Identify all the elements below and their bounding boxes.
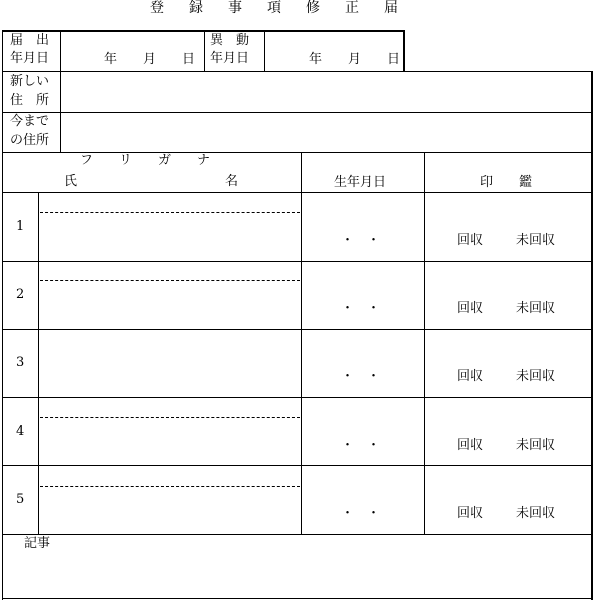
seal-not-collected-option[interactable]: 未回収 [516, 233, 556, 248]
seal-not-collected-option[interactable]: 未回収 [516, 301, 556, 316]
name-field[interactable] [40, 194, 300, 260]
header-right-border [403, 30, 405, 71]
old-address-label: の住所 [10, 133, 50, 148]
name-field[interactable] [40, 467, 300, 533]
header-divider-2 [264, 30, 265, 71]
form-left-border [2, 30, 3, 600]
seal-collected-option[interactable]: 回収 [457, 506, 484, 521]
row-number: 5 [16, 492, 25, 507]
column-divider-seal [424, 152, 425, 534]
title-char: 録 [189, 0, 203, 16]
seal-not-collected-option[interactable]: 未回収 [516, 369, 556, 384]
title-char: 修 [306, 0, 320, 16]
table-header-bottom [2, 192, 592, 193]
filing-date-label: 届 出 [10, 33, 50, 48]
title-char: 項 [267, 0, 281, 16]
row-divider [2, 329, 592, 330]
form-title [150, 0, 423, 17]
birthdate-field[interactable]: ・ ・ [341, 301, 381, 316]
title-char: 登 [150, 0, 164, 16]
seal-not-collected-option[interactable]: 未回収 [516, 438, 556, 453]
birthdate-field[interactable]: ・ ・ [341, 506, 381, 521]
header-top-border [2, 30, 404, 32]
birthdate-header: 生年月日 [334, 175, 387, 190]
seal-collected-option[interactable]: 回収 [457, 369, 484, 384]
change-date-field[interactable]: 年 月 日 [309, 52, 401, 67]
seal-not-collected-option[interactable]: 未回収 [516, 506, 556, 521]
name-header-left: 氏 [64, 174, 78, 189]
column-divider-number [38, 192, 39, 534]
furigana-header: フ リ ガ ナ [80, 153, 211, 168]
table-bottom-border [2, 534, 592, 535]
row-divider [2, 261, 592, 262]
row-number: 4 [16, 424, 25, 439]
new-address-field[interactable] [62, 73, 590, 111]
address-divider [2, 112, 592, 113]
name-field[interactable] [40, 331, 300, 396]
form-bottom-border [2, 598, 592, 599]
birthdate-field[interactable]: ・ ・ [341, 369, 381, 384]
row-divider [2, 397, 592, 398]
filing-date-field[interactable]: 年 月 日 [104, 52, 196, 67]
seal-collected-option[interactable]: 回収 [457, 233, 484, 248]
label-column-divider [60, 30, 61, 153]
change-date-label: 年月日 [210, 51, 250, 66]
notes-label: 記事 [24, 536, 51, 551]
header-divider-1 [204, 30, 205, 71]
name-field[interactable] [40, 399, 300, 464]
row-divider [2, 465, 592, 466]
seal-collected-option[interactable]: 回収 [457, 301, 484, 316]
new-address-label: 新しい [10, 74, 50, 89]
title-char: 正 [345, 0, 359, 16]
header-bottom-border [2, 71, 592, 72]
column-divider-birthdate [301, 152, 302, 534]
notes-field[interactable] [4, 554, 589, 598]
title-char: 届 [384, 0, 398, 16]
birthdate-field[interactable]: ・ ・ [341, 438, 381, 453]
name-field[interactable] [40, 263, 300, 328]
title-char: 事 [228, 0, 242, 16]
change-date-label: 異 動 [210, 33, 250, 48]
seal-collected-option[interactable]: 回収 [457, 438, 484, 453]
filing-date-label: 年月日 [10, 51, 50, 66]
name-header-right: 名 [225, 174, 239, 189]
new-address-label: 住 所 [10, 93, 50, 108]
row-number: 2 [16, 287, 25, 302]
row-number: 1 [16, 219, 25, 234]
row-number: 3 [16, 355, 25, 370]
old-address-label: 今まで [10, 114, 50, 129]
old-address-field[interactable] [62, 114, 590, 151]
seal-header: 印 鑑 [480, 175, 533, 190]
birthdate-field[interactable]: ・ ・ [341, 233, 381, 248]
